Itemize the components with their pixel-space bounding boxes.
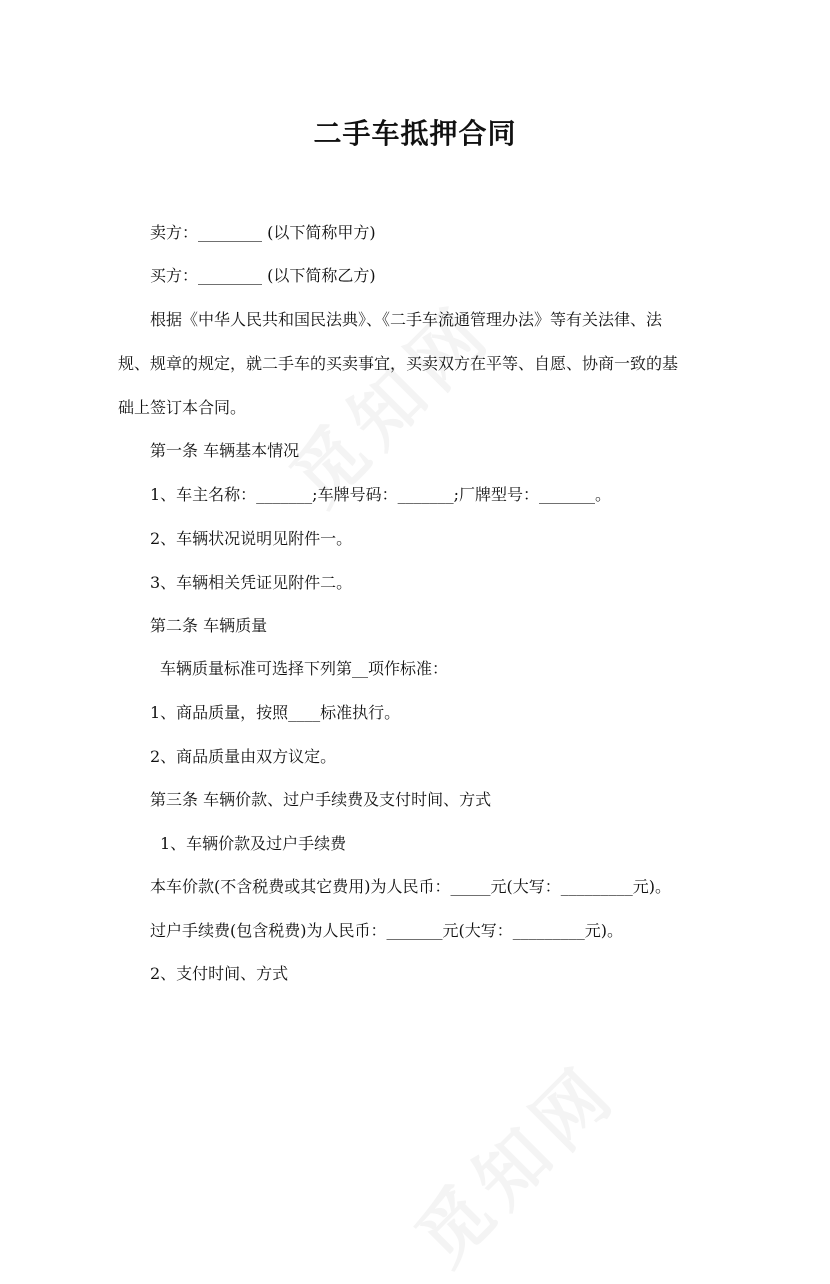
vehicle-info-line: 1、车主名称：_______;车牌号码：_______;厂牌型号：_______。 <box>150 485 611 504</box>
preamble-line-3: 础上签订本合同。 <box>118 398 247 417</box>
contract-title: 二手车抵押合同 <box>313 117 517 150</box>
vehicle-documents-line: 3、车辆相关凭证见附件二。 <box>150 573 353 592</box>
preamble-line-2: 规、规章的规定，就二手车的买卖事宜，买卖双方在平等、自愿、协商一致的基 <box>118 354 679 373</box>
price-fee-subheading: 1、车辆价款及过户手续费 <box>160 834 347 853</box>
buyer-line: 买方：________ (以下简称乙方) <box>150 266 376 285</box>
payment-subheading: 2、支付时间、方式 <box>150 964 289 983</box>
seller-line: 卖方：________ (以下简称甲方) <box>150 223 376 242</box>
article-3-heading: 第三条 车辆价款、过户手续费及支付时间、方式 <box>150 790 492 809</box>
transfer-fee-line: 过户手续费(包含税费)为人民币：_______元(大写：_________元)。 <box>150 921 623 940</box>
quality-standard-line: 车辆质量标准可选择下列第__项作标准： <box>160 659 449 678</box>
vehicle-price-line: 本车价款(不含税费或其它费用)为人民币：_____元(大写：_________元)。 <box>150 877 671 896</box>
article-2-heading: 第二条 车辆质量 <box>150 616 268 635</box>
quality-option-2: 2、商品质量由双方议定。 <box>150 747 337 766</box>
quality-option-1: 1、商品质量，按照____标准执行。 <box>150 703 401 722</box>
watermark <box>389 999 672 1282</box>
preamble-line-1: 根据《中华人民共和国民法典》、《二手车流通管理办法》等有关法律、法 <box>150 310 663 329</box>
vehicle-status-line: 2、车辆状况说明见附件一。 <box>150 529 353 548</box>
article-1-heading: 第一条 车辆基本情况 <box>150 441 300 460</box>
